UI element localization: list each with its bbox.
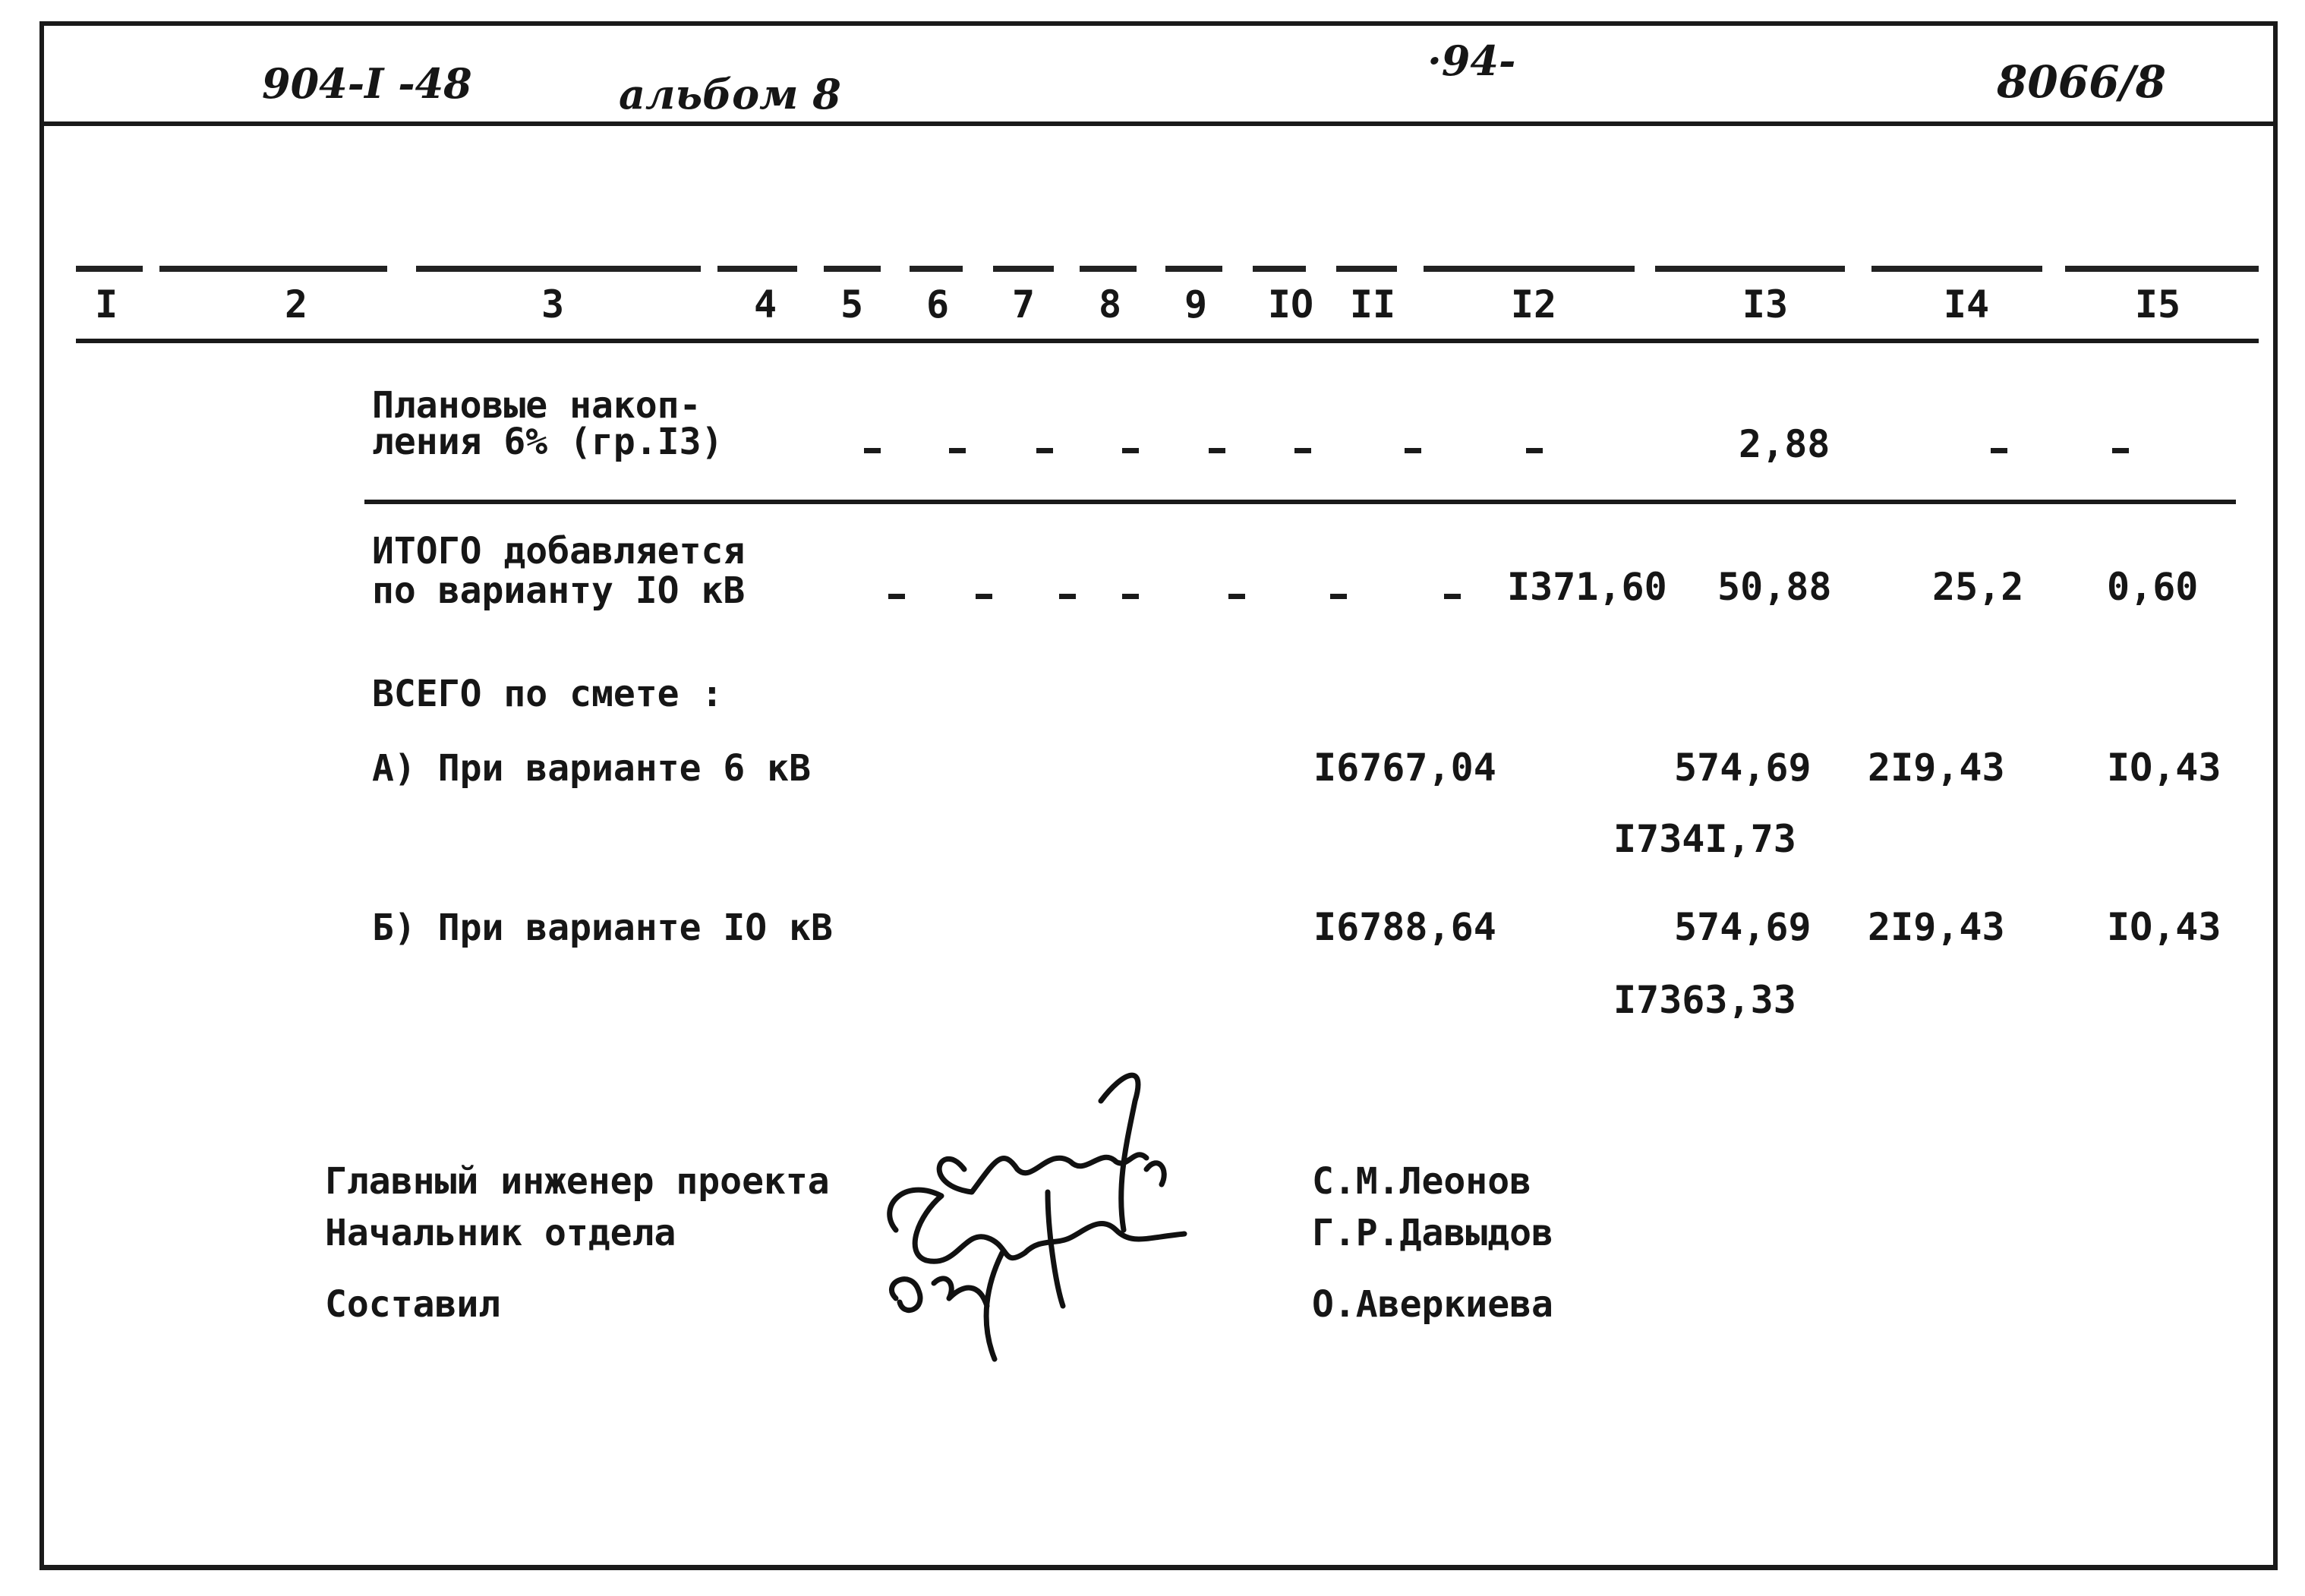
- col-num-14: I4: [1943, 282, 1990, 326]
- row-variant-a-col13: 574,69: [1674, 746, 1812, 790]
- row-variant-a-total: I734I,73: [1613, 817, 1796, 861]
- row-variant-b-col14: 2I9,43: [1868, 905, 2005, 949]
- col-num-10: IO: [1267, 282, 1314, 326]
- row-variant-a-col15: IO,43: [2107, 746, 2221, 790]
- row-variant-a-col14: 2I9,43: [1868, 746, 2005, 790]
- document-code: 904-I -48: [262, 59, 472, 108]
- col-num-13: I3: [1742, 282, 1789, 326]
- row-variant-b-label: Б) При варианте IO кВ: [372, 907, 833, 949]
- col-num-9: 9: [1184, 282, 1208, 326]
- row-itogo-col15: 0,60: [2107, 565, 2199, 609]
- col-num-6: 6: [925, 282, 950, 326]
- row-itogo-col13: 50,88: [1717, 565, 1832, 609]
- signature-mark-3: [891, 1253, 1002, 1359]
- row-itogo-label-1: ИТОГО добавляется: [372, 530, 746, 572]
- col-num-15: I5: [2134, 282, 2181, 326]
- row-divider: [364, 500, 2236, 504]
- row-vsego-label: ВСЕГО по смете :: [372, 673, 724, 715]
- row-planned-label-1: Плановые накоп-: [372, 384, 702, 427]
- signature-mark-2: [890, 1190, 1184, 1261]
- signature-name-1: С.М.Леонов: [1312, 1160, 1531, 1203]
- page-number: ·94-: [1427, 36, 1516, 85]
- row-variant-a-col10: I6767,04: [1313, 746, 1496, 790]
- row-itogo-label-2: по варианту IO кВ: [372, 569, 746, 612]
- signature-name-2: Г.Р.Давыдов: [1312, 1212, 1553, 1254]
- signature-name-3: О.Аверкиева: [1312, 1283, 1553, 1326]
- col-num-11: II: [1349, 282, 1396, 326]
- row-planned-label-2: ления 6% (гр.I3): [372, 421, 724, 463]
- col-num-12: I2: [1510, 282, 1557, 326]
- row-itogo-col14: 25,2: [1932, 565, 2024, 609]
- signature-mark-1: [939, 1155, 1146, 1192]
- row-variant-a-label: А) При варианте 6 кВ: [372, 747, 811, 790]
- col-num-1: I: [94, 282, 118, 326]
- col-num-8: 8: [1098, 282, 1122, 326]
- signature-role-department-head: Начальник отдела: [325, 1212, 676, 1254]
- signature-role-compiler: Составил: [325, 1283, 501, 1326]
- inventory-number: 8066/8: [1997, 56, 2166, 108]
- row-variant-b-total: I7363,33: [1613, 978, 1796, 1022]
- col-num-5: 5: [840, 282, 864, 326]
- signature-role-chief-engineer: Главный инженер проекта: [325, 1160, 830, 1203]
- row-variant-b-col15: IO,43: [2107, 905, 2221, 949]
- col-num-4: 4: [753, 282, 777, 326]
- row-variant-b-col13: 574,69: [1674, 905, 1812, 949]
- row-planned-col13: 2,88: [1739, 422, 1830, 466]
- col-num-3: 3: [541, 282, 565, 326]
- column-header-bottom-rule: [76, 339, 2259, 343]
- row-variant-b-col10: I6788,64: [1313, 905, 1496, 949]
- album-label: альбом 8: [619, 70, 841, 118]
- col-num-7: 7: [1011, 282, 1036, 326]
- col-num-2: 2: [284, 282, 308, 326]
- row-itogo-col12: I371,60: [1507, 565, 1667, 609]
- handwritten-signatures: [873, 1055, 1222, 1374]
- header-divider: [39, 121, 2278, 126]
